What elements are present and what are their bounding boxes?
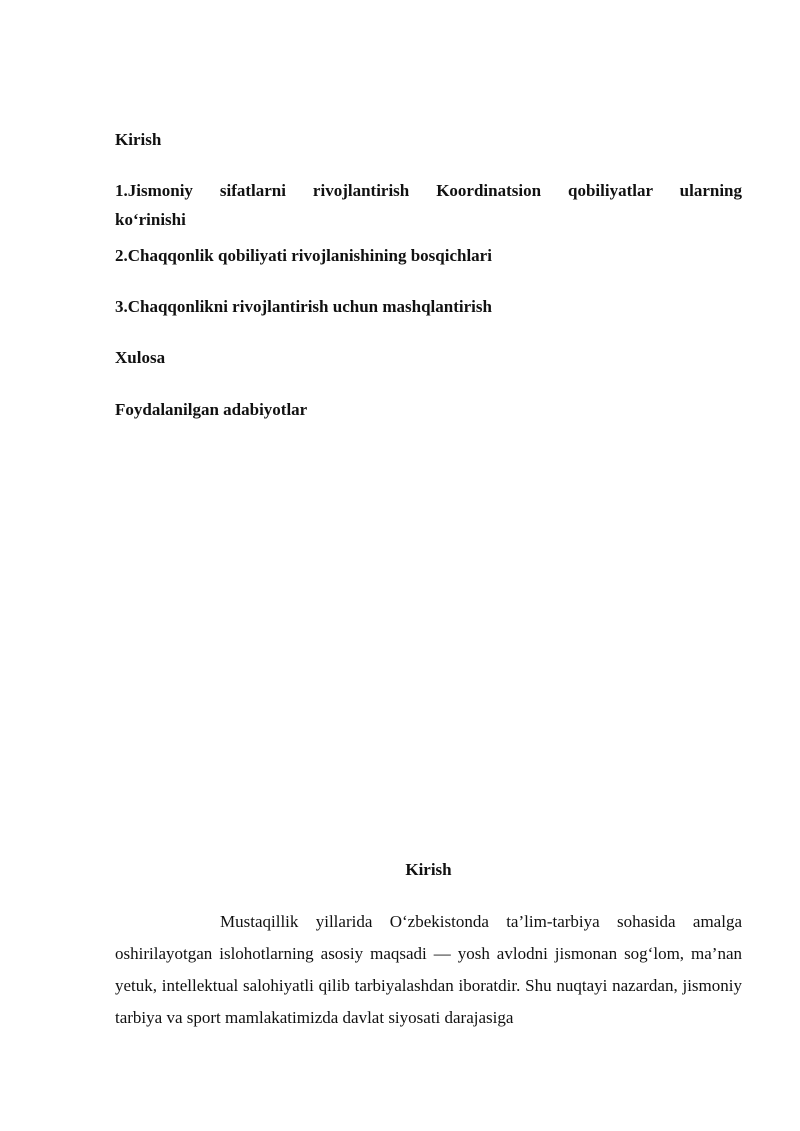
toc-item-1-line-2: ko‘rinishi <box>115 210 186 229</box>
toc-item-3: 3.Chaqqonlikni rivojlantirish uchun mashqlantirish <box>115 297 492 316</box>
toc-item-1-text: 1.Jismoniy sifatlarni rivojlantirish Koordinatsion qobiliyatlar ularning <box>115 181 742 200</box>
toc-item-2: 2.Chaqqonlik qobiliyati rivojlanishining bosqichlari <box>115 246 492 265</box>
section-paragraph: Mustaqillik yillarida O‘zbekistonda ta’lim-tarbiya sohasida amalga oshirilayotgan islohotlarning asosiy maqsadi — yosh avlodni jismonan sog‘lom, ma’nan yetuk, intellektual salohiyatli qilib tarbiyalashdan iboratdir. Shu nuqtayi nazardan, jismoniy tarbiya va sport mamlakatimizda davlat siyosati darajasiga <box>115 912 742 1027</box>
toc-intro: Kirish <box>115 130 162 149</box>
toc-references: Foydalanilgan adabiyotlar <box>115 400 308 419</box>
section-title-text: Kirish <box>405 860 452 879</box>
section-title <box>115 858 742 882</box>
toc-conclusion: Xulosa <box>115 348 166 367</box>
